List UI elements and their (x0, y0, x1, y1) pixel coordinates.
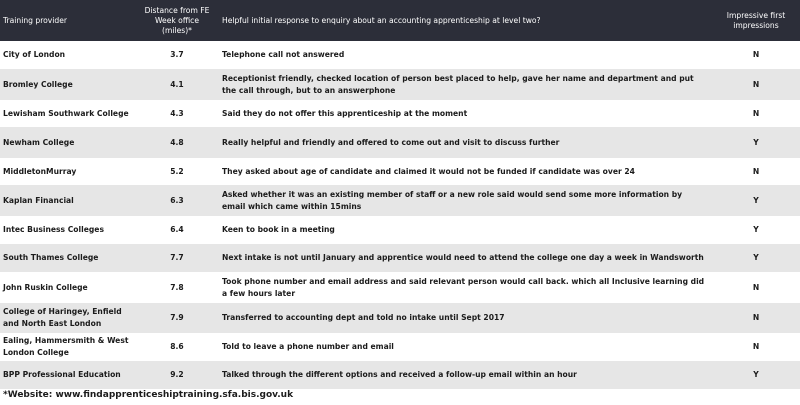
provider-cell: BPP Professional Education (3, 370, 121, 379)
response-cell: Asked whether it was an existing member of staff or a new role said would send some more information by email which came within 15mins (222, 189, 683, 211)
table-row (0, 216, 800, 244)
impressive-cell: Y (753, 137, 759, 147)
impressive-cell: N (752, 342, 760, 351)
impressive-cell: N (752, 166, 760, 176)
distance-cell: 4.8 (170, 137, 184, 147)
provider-cell: John Ruskin College (3, 282, 88, 292)
header-helpful-response: Helpful initial response to enquiry about an accounting apprenticeship at level two? (222, 15, 541, 25)
header-row (0, 0, 800, 41)
website-footnote: *Website: www.findapprenticeshiptraining.sfa.bis.gov.uk (3, 390, 294, 400)
response-cell: Told to leave a phone number and email (222, 342, 394, 351)
provider-cell: Ealing, Hammersmith & West London College (3, 336, 129, 357)
table-row (0, 127, 800, 158)
response-cell: Took phone number and email address and said relevant person would call back. which all Inclusive learning did a few hours later (222, 276, 705, 298)
impressive-cell: N (752, 282, 760, 292)
table-row (0, 361, 800, 389)
response-cell: Telephone call not answered (222, 50, 345, 59)
table-row (0, 69, 800, 100)
table-row (0, 272, 800, 303)
provider-cell: South Thames College (3, 253, 99, 262)
distance-cell: 7.9 (170, 313, 184, 322)
provider-cell: Intec Business Colleges (3, 225, 104, 234)
distance-cell: 6.3 (170, 195, 184, 205)
impressive-cell: N (752, 108, 760, 118)
distance-cell: 4.3 (170, 108, 184, 118)
response-cell: Next intake is not until January and apprentice would need to attend the college one day a week in Wandsworth (222, 253, 704, 262)
table-row (0, 158, 800, 185)
table-body (0, 41, 800, 389)
table-row (0, 244, 800, 272)
table-row (0, 41, 800, 69)
provider-cell: City of London (3, 50, 66, 59)
response-cell: Said they do not offer this apprenticeship at the moment (222, 108, 468, 118)
impressive-cell: N (752, 313, 760, 322)
distance-cell: 4.1 (170, 79, 184, 89)
response-cell: Really helpful and friendly and offered to come out and visit to discuss further (222, 137, 560, 147)
impressive-cell: Y (753, 370, 759, 379)
table-row (0, 100, 800, 127)
header-impressive-first-impressions: Impressive first impressions (726, 10, 786, 30)
provider-cell: College of Haringey, Enfield and North East London (3, 307, 122, 328)
response-cell: Transferred to accounting dept and told no intake until Sept 2017 (222, 313, 505, 322)
distance-cell: 8.6 (170, 342, 184, 351)
provider-cell: Newham College (3, 137, 75, 147)
provider-cell: MiddletonMurray (3, 166, 77, 176)
response-cell: Keen to book in a meeting (222, 225, 335, 234)
distance-cell: 6.4 (170, 225, 184, 234)
table-row (0, 303, 800, 333)
impressive-cell: N (752, 50, 760, 59)
provider-cell: Kaplan Financial (3, 195, 74, 205)
distance-cell: 9.2 (170, 370, 184, 379)
distance-cell: 7.8 (170, 282, 184, 292)
distance-cell: 5.2 (170, 166, 184, 176)
distance-cell: 7.7 (170, 253, 184, 262)
header-training-provider: Training provider (3, 15, 68, 25)
provider-cell: Lewisham Southwark College (3, 108, 129, 118)
impressive-cell: Y (753, 225, 759, 234)
distance-cell: 3.7 (170, 50, 184, 59)
response-cell: Receptionist friendly, checked location of person best placed to help, gave her name and department and put the call through, but to an answerphone (222, 73, 694, 95)
response-cell: They asked about age of candidate and claimed it would not be funded if candidate was over 24 (222, 166, 635, 176)
table-row (0, 333, 800, 361)
table-row (0, 185, 800, 216)
impressive-cell: Y (753, 253, 759, 262)
table-header (0, 0, 800, 41)
header-distance: Distance from FE Week office (miles)* (144, 5, 210, 35)
impressive-cell: Y (753, 195, 759, 205)
response-cell: Talked through the different options and received a follow-up email within an hour (222, 370, 577, 379)
impressive-cell: N (752, 79, 760, 89)
provider-cell: Bromley College (3, 79, 73, 89)
